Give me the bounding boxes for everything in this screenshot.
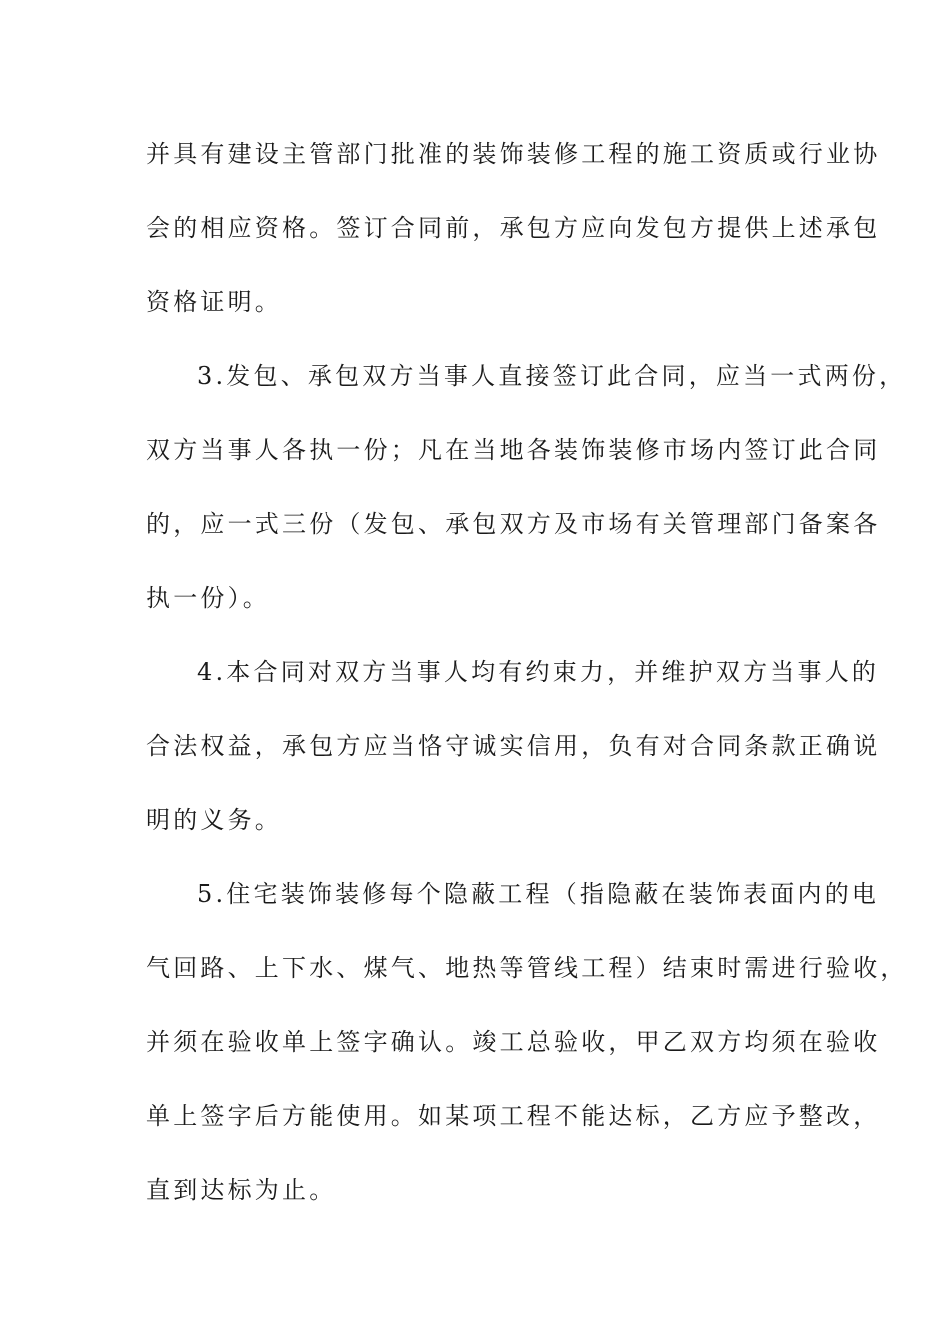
text-line: 单上签字后方能使用。如某项工程不能达标，乙方应予整改， — [146, 1102, 881, 1130]
text-line: 合法权益，承包方应当恪守诚实信用，负有对合同条款正确说 — [146, 732, 881, 760]
text-line: 的，应一式三份（发包、承包双方及市场有关管理部门备案各 — [146, 510, 881, 538]
text-line: 并须在验收单上签字确认。竣工总验收，甲乙双方均须在验收 — [146, 1028, 881, 1056]
paragraph-4-start: 4.本合同对双方当事人均有约束力，并维护双方当事人的 — [197, 658, 880, 686]
text-line: 气回路、上下水、煤气、地热等管线工程）结束时需进行验收， — [146, 954, 908, 982]
text-line: 会的相应资格。签订合同前，承包方应向发包方提供上述承包 — [146, 214, 881, 242]
text-line: 明的义务。 — [146, 806, 282, 834]
paragraph-3-start: 3.发包、承包双方当事人直接签订此合同，应当一式两份， — [197, 362, 907, 390]
paragraph-5-start: 5.住宅装饰装修每个隐蔽工程（指隐蔽在装饰表面内的电 — [197, 880, 880, 908]
text-line: 并具有建设主管部门批准的装饰装修工程的施工资质或行业协 — [146, 140, 881, 168]
text-line: 双方当事人各执一份；凡在当地各装饰装修市场内签订此合同 — [146, 436, 881, 464]
text-line: 执一份）。 — [146, 584, 270, 612]
text-line: 资格证明。 — [146, 288, 282, 316]
text-line: 直到达标为止。 — [146, 1176, 337, 1204]
document-body — [146, 126, 908, 1236]
